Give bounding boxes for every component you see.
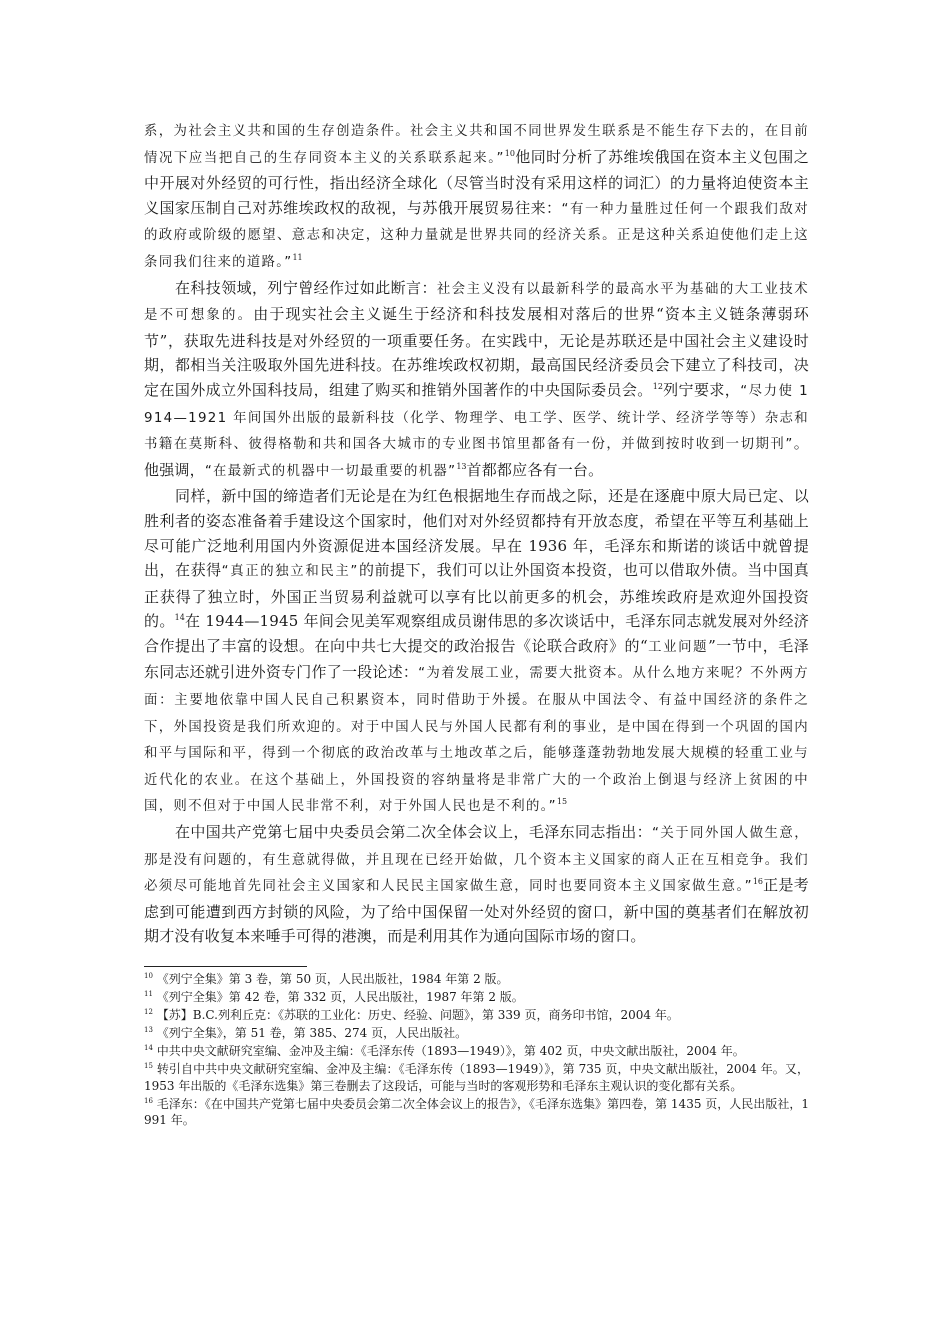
footnote-number: 11 xyxy=(144,989,153,998)
footnote-text: 《列宁全集》第 42 卷，第 332 页，人民出版社，1987 年第 2 版。 xyxy=(156,989,524,1004)
quoted-text: “有一种力量胜过任何一个跟我们敌对的政府或阶级的愿望、意志和决定，这种力量就是世界共同的经济关系。正是这种关系迫使他们走上这条同我们往来的道路。” xyxy=(144,201,809,270)
footnote-ref[interactable]: 14 xyxy=(174,613,185,623)
footnote xyxy=(144,1043,809,1060)
footnote-ref[interactable]: 13 xyxy=(456,461,467,471)
footnote-ref[interactable]: 11 xyxy=(292,252,303,262)
footnote-number: 10 xyxy=(144,972,153,980)
paragraph xyxy=(144,484,809,820)
body-text-segment: 列宁要求， xyxy=(662,380,741,399)
footnote xyxy=(144,971,809,988)
footnote-number: 16 xyxy=(144,1096,153,1105)
quoted-text: 社会主义没有以最新科学的最高水平为基础的大工业技术是不可想象的。 xyxy=(144,281,809,324)
body-text-segment: 由于现实社会主义诞生于经济和科技发展相对落后的世界“资本主义链条薄弱环节”，获取先进科技是对外经贸的一项重要任务。在实践中，无论是苏联还是中国社会主义建设时期，都相当关注吸取外国先进科技。在苏维埃政权初期，最高国民经济委员会下建立了科技司，决定在国外成立外国科技局，组建了购买和推销外国著作的中央国际委员会。 xyxy=(144,305,809,399)
footnote xyxy=(144,1096,809,1129)
footnote-ref[interactable]: 16 xyxy=(752,877,764,887)
footnote-text: 毛泽东：《在中国共产党第七届中央委员会第二次全体会议上的报告》，《毛泽东选集》第四卷，第 1435 页，人民出版社，1991 年。 xyxy=(144,1096,809,1128)
quoted-text: 工业问题 xyxy=(647,639,709,655)
body-text-segment: 同样，新中国的缔造者们无论是在为红色根据地生存而战之际，还是在逐鹿中原大局已定、以胜利者的姿态准备着手建设这个国家时，他们对对外经贸都持有开放态度，希望在平等互利基础上尽可能广泛地利用国内外资源促进本国经济发展。早在 1936 年，毛泽东和斯诺的谈话中就曾提出，在获得 xyxy=(144,487,809,580)
footnote-text: 中共中央文献研究室编、金冲及主编：《毛泽东传（1893—1949）》，第 402 页，中央文献出版社，2004 年。 xyxy=(156,1043,745,1058)
body-text xyxy=(144,118,809,949)
footnote-number: 13 xyxy=(144,1025,153,1034)
body-text-segment: 在 1944—1945 年间会见美军观察组成员谢伟思的多次谈话中，毛泽东同志就发展对外经济合作提出了丰富的设想。在向中共七大提交的政治报告《论联合政府》的“ xyxy=(144,612,809,655)
footnote-separator xyxy=(144,966,307,967)
footnote-text: 《列宁全集》第 3 卷，第 50 页，人民出版社，1984 年第 2 版。 xyxy=(156,972,509,986)
paragraph xyxy=(144,820,809,949)
quoted-text: “在最新式的机器中一切最重要的机器” xyxy=(204,463,457,479)
quoted-text: “为着发展工业，需要大批资本。从什么地方来呢？不外两方面：主要地依靠中国人民自己积累资本，同时借助于外援。在服从中国法令、有益中国经济的条件之下，外国投资是我们所欢迎的。对于中国人民与外国人民都有利的事业，是中国在得到一个巩固的国内和平与国际和平，得到一个彻底的政治改革与土地改革之后，能够蓬蓬勃勃地发展大规模的轻重工业与近代化的农业。在这个基础上，外国投资的容纳量将是非常广大的一个政治上倒退与经济上贫困的中国，则不但对于中国人民非常不利，对于外国人民也是不利的。” xyxy=(144,666,809,815)
footnote xyxy=(144,1007,809,1024)
paragraph xyxy=(144,118,809,276)
quoted-text: “真正的独立和民主” xyxy=(221,564,359,580)
body-text-segment: 在科技领域，列宁曾经作过如此断言： xyxy=(175,278,437,297)
footnote-ref[interactable]: 12 xyxy=(652,381,663,391)
body-text-segment: 正是考虑到可能遭到西方封锁的风险，为了给中国保留一处对外经贸的窗口，新中国的奠基者们在解放初期才没有收复本来唾手可得的港澳，而是利用其作为通向国际市场的窗口。 xyxy=(144,876,809,946)
footnote-text: 【苏】B.C.列利丘克：《苏联的工业化：历史、经验、问题》，第 339 页，商务印书馆，2004 年。 xyxy=(156,1007,679,1022)
footnote xyxy=(144,1061,809,1094)
footnote-number: 15 xyxy=(144,1061,153,1070)
footnote xyxy=(144,1025,809,1042)
footnotes xyxy=(144,971,809,1129)
footnote-ref[interactable]: 15 xyxy=(556,797,568,807)
footnote-number: 12 xyxy=(144,1007,153,1016)
quoted-text: “尽力使 1914—1921 年间国外出版的最新科技（化学、物理学、电工学、医学、统计学、经济学等等）杂志和书籍在莫斯科、彼得格勒和共和国各大城市的专业图书馆里都备有一份，并做到按时收到一切期刊” xyxy=(144,383,809,453)
body-text-segment: 的前提下，我们可以让外国资本投资，也可以借取外债。当中国真正获得了独立时，外国正当贸易利益就可以享有比以前更多的机会，苏维埃政府是欢迎外国投资的。 xyxy=(144,561,809,631)
body-text-segment: 他同时分析了苏维埃俄国在资本主义包围之中开展对外经贸的可行性，指出经济全球化（尽管当时没有采用这样的词汇）的力量将迫使资本主义国家压制自己对苏维埃政权的敌视，与苏俄开展贸易往来： xyxy=(144,147,809,217)
footnote-text: 转引自中共中央文献研究室编、金冲及主编：《毛泽东传（1893—1949）》，第 735 页，中央文献出版社，2004 年。又，1953 年出版的《毛泽东选集》第三卷删去了这段话，可能与当时的客观形势和毛泽东主观认识的变化都有关系。 xyxy=(144,1061,809,1093)
paragraph xyxy=(144,276,809,485)
footnote-ref[interactable]: 10 xyxy=(504,148,515,158)
body-text-segment: 在中国共产党第七届中央委员会第二次全体会议上，毛泽东同志指出： xyxy=(175,823,652,842)
footnote-text: 《列宁全集》，第 51 卷，第 385、274 页，人民出版社。 xyxy=(156,1025,468,1040)
body-text-segment: ”一节中，毛泽东同志还就引进外资专门作了一段论述： xyxy=(144,636,809,682)
quoted-text: 系，为社会主义共和国的生存创造条件。社会主义共和国不同世界发生联系是不能生存下去的，在目前情况下应当把自己的生存同资本主义的关系联系起来。” xyxy=(144,124,809,166)
document-page xyxy=(144,118,809,1130)
footnote xyxy=(144,989,809,1006)
quoted-text: “关于同外国人做生意，那是没有问题的，有生意就得做，并且现在已经开始做，几个资本主义国家的商人正在互相竞争。我们必须尽可能地首先同社会主义国家和人民民主国家做生意，同时也要同资本主义国家做生意。” xyxy=(144,826,809,895)
body-text-segment: 首都都应各有一台。 xyxy=(466,460,604,479)
footnote-number: 14 xyxy=(144,1043,153,1052)
body-text-segment: 。他强调， xyxy=(144,434,810,479)
